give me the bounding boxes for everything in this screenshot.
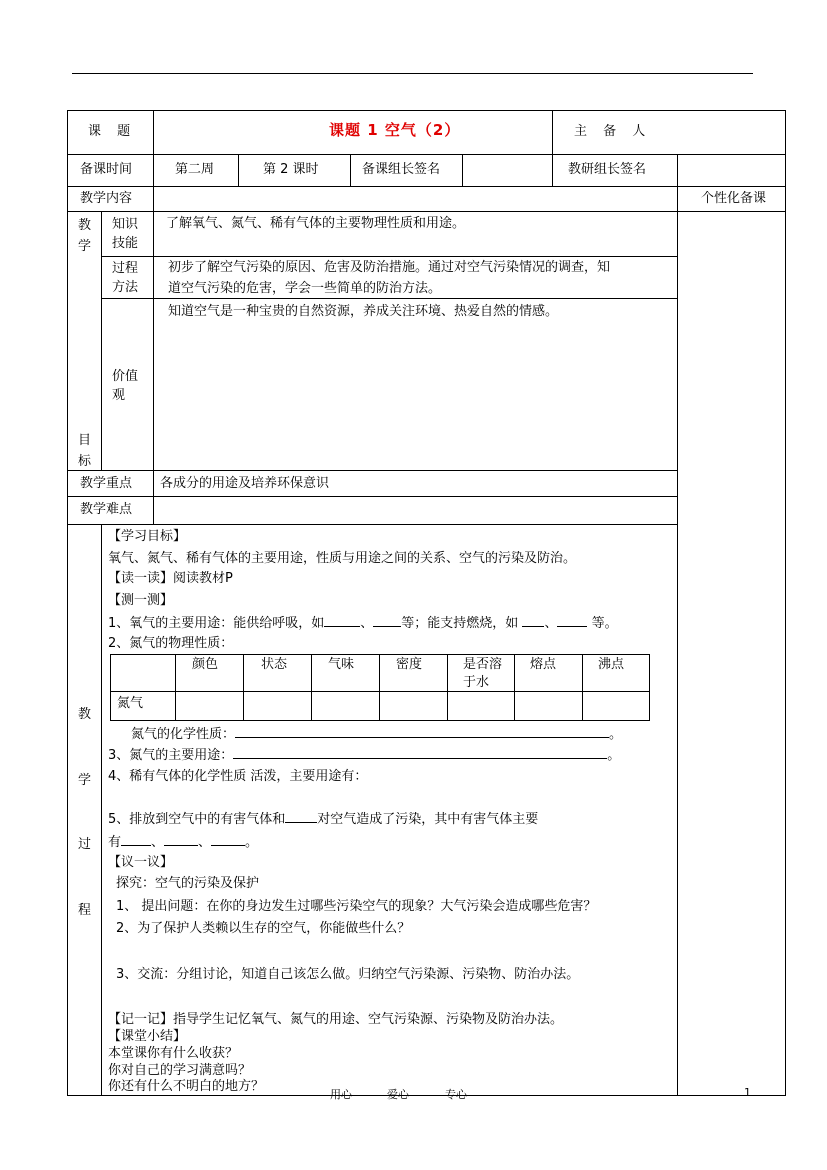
label-process-char-1: 教	[78, 707, 92, 722]
label-process-method: 过程 方法	[112, 261, 139, 295]
question-2: 2、氮气的物理性质：	[108, 636, 234, 651]
learning-goal-heading: 【学习目标】	[108, 529, 187, 544]
blank[interactable]	[121, 833, 151, 846]
blank[interactable]	[522, 614, 544, 627]
question-4: 4、稀有气体的化学性质 活泼，主要用途有：	[108, 769, 368, 784]
blank[interactable]	[164, 833, 198, 846]
values-text: 知道空气是一种宝贵的自然资源，养成关注环境、热爱自然的情感。	[168, 304, 559, 319]
process-text-1: 初步了解空气污染的原因、危害及防治措施。通过对空气污染情况的调查，知	[168, 260, 611, 275]
footer-word-3: 专心	[445, 1088, 467, 1101]
table-row-label-nitrogen: 氮气	[117, 696, 144, 711]
table-header-density: 密度	[396, 657, 423, 672]
knowledge-text: 了解氧气、氮气、稀有气体的主要物理性质和用途。	[166, 216, 466, 231]
summary-heading: 【课堂小结】	[108, 1029, 187, 1044]
question-5: 5、排放到空气中的有害气体和 对空气造成了污染，其中有害气体主要	[108, 812, 539, 827]
label-group-sign: 备课组长签名	[362, 162, 441, 177]
table-header-solubility: 是否溶 于水	[463, 657, 503, 690]
summary-q1: 本堂课你有什么收获？	[108, 1046, 239, 1061]
label-teaching-content: 教学内容	[80, 191, 133, 206]
label-knowledge: 知识 技能	[112, 217, 139, 251]
label-objectives-bottom: 目 标	[78, 433, 92, 469]
question-3: 3、氮气的主要用途： 。	[108, 748, 621, 763]
header-rule	[72, 73, 753, 74]
blank[interactable]	[235, 725, 609, 738]
label-objectives-top: 教 学	[78, 218, 92, 254]
label-research-sign: 教研组长签名	[568, 162, 647, 177]
explore-text: 探究：空气的污染及保护	[116, 876, 260, 891]
question-5-cont: 有 、 、 。	[108, 835, 259, 850]
footer-word-2: 爱心	[387, 1088, 409, 1101]
table-header-color: 颜色	[192, 657, 219, 672]
label-process-char-2: 学	[78, 773, 92, 788]
process-text-2: 道空气污染的危害，学会一些简单的防治方法。	[168, 281, 442, 296]
question-1: 1、氧气的主要用途：能供给呼吸，如 、 等；能支持燃烧，如 、 等。	[108, 616, 618, 631]
read-section: 【读一读】阅读教材P	[108, 571, 233, 586]
blank[interactable]	[557, 614, 587, 627]
summary-q3: 你还有什么不明白的地方？	[108, 1079, 265, 1094]
footer-word-1: 用心	[330, 1088, 352, 1101]
table-header-melting-point: 熔点	[530, 657, 557, 672]
blank[interactable]	[233, 746, 607, 759]
table-header-odor: 气味	[328, 657, 355, 672]
page-number: 1	[744, 1086, 751, 1099]
week-value: 第二周	[175, 162, 215, 177]
label-key-points: 教学重点	[80, 476, 133, 491]
nitrogen-chemical-property: 氮气的化学性质： 。	[131, 727, 623, 742]
discussion-3: 3、交流：分组讨论，知道自己该怎么做。归纳空气污染源、污染物、防治办法。	[116, 967, 580, 982]
label-values: 价值 观	[112, 369, 139, 403]
table-header-boiling-point: 沸点	[598, 657, 625, 672]
learning-goal-text: 氧气、氮气、稀有气体的主要用途，性质与用途之间的关系、空气的污染及防治。	[108, 551, 577, 566]
label-lead-preparer: 主 备 人	[574, 124, 652, 139]
remember-text: 【记一记】指导学生记忆氧气、氮气的用途、空气污染源、污染物及防治办法。	[108, 1012, 564, 1027]
label-process-char-3: 过	[78, 837, 92, 852]
label-process-char-4: 程	[78, 903, 92, 918]
period-value: 第 2 课时	[263, 162, 319, 177]
label-prep-time: 备课时间	[80, 162, 133, 177]
page-title: 课题 1 空气（2）	[329, 121, 461, 139]
key-points-text: 各成分的用途及培养环保意识	[160, 476, 330, 491]
test-heading: 【测一测】	[108, 593, 174, 608]
discussion-1: 1、 提出问题：在你的身边发生过哪些污染空气的现象？大气污染会造成哪些危害？	[116, 899, 597, 914]
blank[interactable]	[373, 614, 401, 627]
blank[interactable]	[211, 833, 245, 846]
blank[interactable]	[285, 810, 317, 823]
table-header-state: 状态	[261, 657, 288, 672]
label-personal-prep: 个性化备课	[701, 191, 767, 206]
blank[interactable]	[324, 614, 360, 627]
summary-q2: 你对自己的学习满意吗？	[108, 1063, 252, 1078]
label-difficulties: 教学难点	[80, 502, 133, 517]
label-topic: 课 题	[88, 124, 137, 139]
discuss-heading: 【议一议】	[108, 855, 174, 870]
discussion-2: 2、为了保护人类赖以生存的空气，你能做些什么？	[116, 921, 411, 936]
